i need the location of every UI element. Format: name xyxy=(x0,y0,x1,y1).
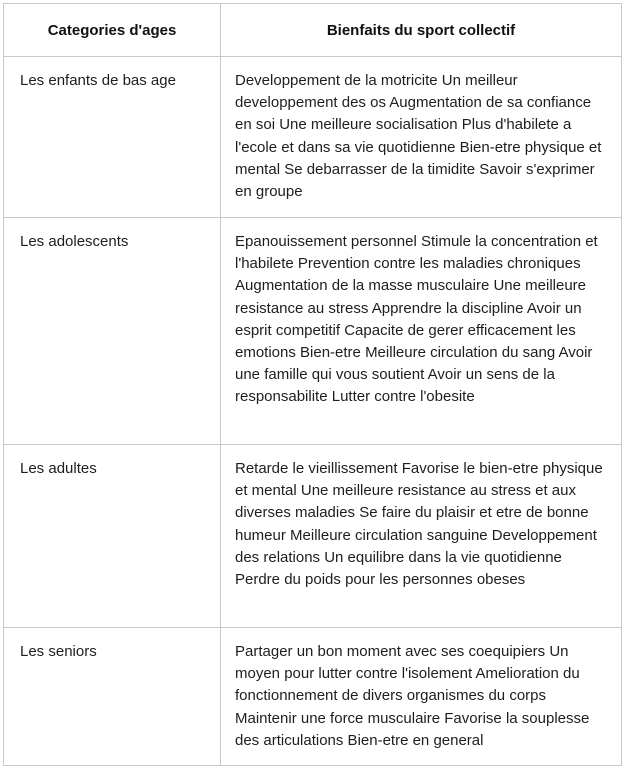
table-header-row xyxy=(4,4,622,57)
table-row xyxy=(4,218,622,445)
row-benefits-adults: Retarde le vieillissement Favorise le bien-etre physique et mental Une meilleure resistance au stress et aux diverses maladies Se faire du plaisir et etre de bonne humeur Meilleure circulation sanguine Developpement des relations Un equilibre dans la vie quotidienne Perdre du poids pour les personnes obeses xyxy=(221,445,622,628)
row-category-young-children: Les enfants de bas age xyxy=(4,57,221,218)
row-category-adolescents: Les adolescents xyxy=(4,218,221,445)
benefits-table-container xyxy=(3,3,621,766)
table-row xyxy=(4,57,622,218)
row-benefits-young-children: Developpement de la motricite Un meilleur developpement des os Augmentation de sa confiance en soi Une meilleure socialisation Plus d'habilete a l'ecole et dans sa vie quotidienne Bien-etre physique et mental Se debarrasser de la timidite Savoir s'exprimer en groupe xyxy=(221,57,622,218)
row-category-seniors: Les seniors xyxy=(4,628,221,766)
benefits-table xyxy=(3,3,622,766)
table-row xyxy=(4,445,622,628)
header-benefits: Bienfaits du sport collectif xyxy=(221,4,622,57)
header-category: Categories d'ages xyxy=(4,4,221,57)
row-category-adults: Les adultes xyxy=(4,445,221,628)
table-row xyxy=(4,628,622,766)
row-benefits-adolescents: Epanouissement personnel Stimule la concentration et l'habilete Prevention contre les maladies chroniques Augmentation de la masse musculaire Une meilleure resistance au stress Apprendre la discipline Avoir un esprit competitif Capacite de gerer efficacement les emotions Bien-etre Meilleure circulation du sang Avoir une famille qui vous soutient Avoir un sens de la responsabilite Lutter contre l'obesite xyxy=(221,218,622,445)
row-benefits-seniors: Partager un bon moment avec ses coequipiers Un moyen pour lutter contre l'isolement Amelioration du fonctionnement de divers organismes du corps Maintenir une force musculaire Favorise la souplesse des articulations Bien-etre en general xyxy=(221,628,622,766)
